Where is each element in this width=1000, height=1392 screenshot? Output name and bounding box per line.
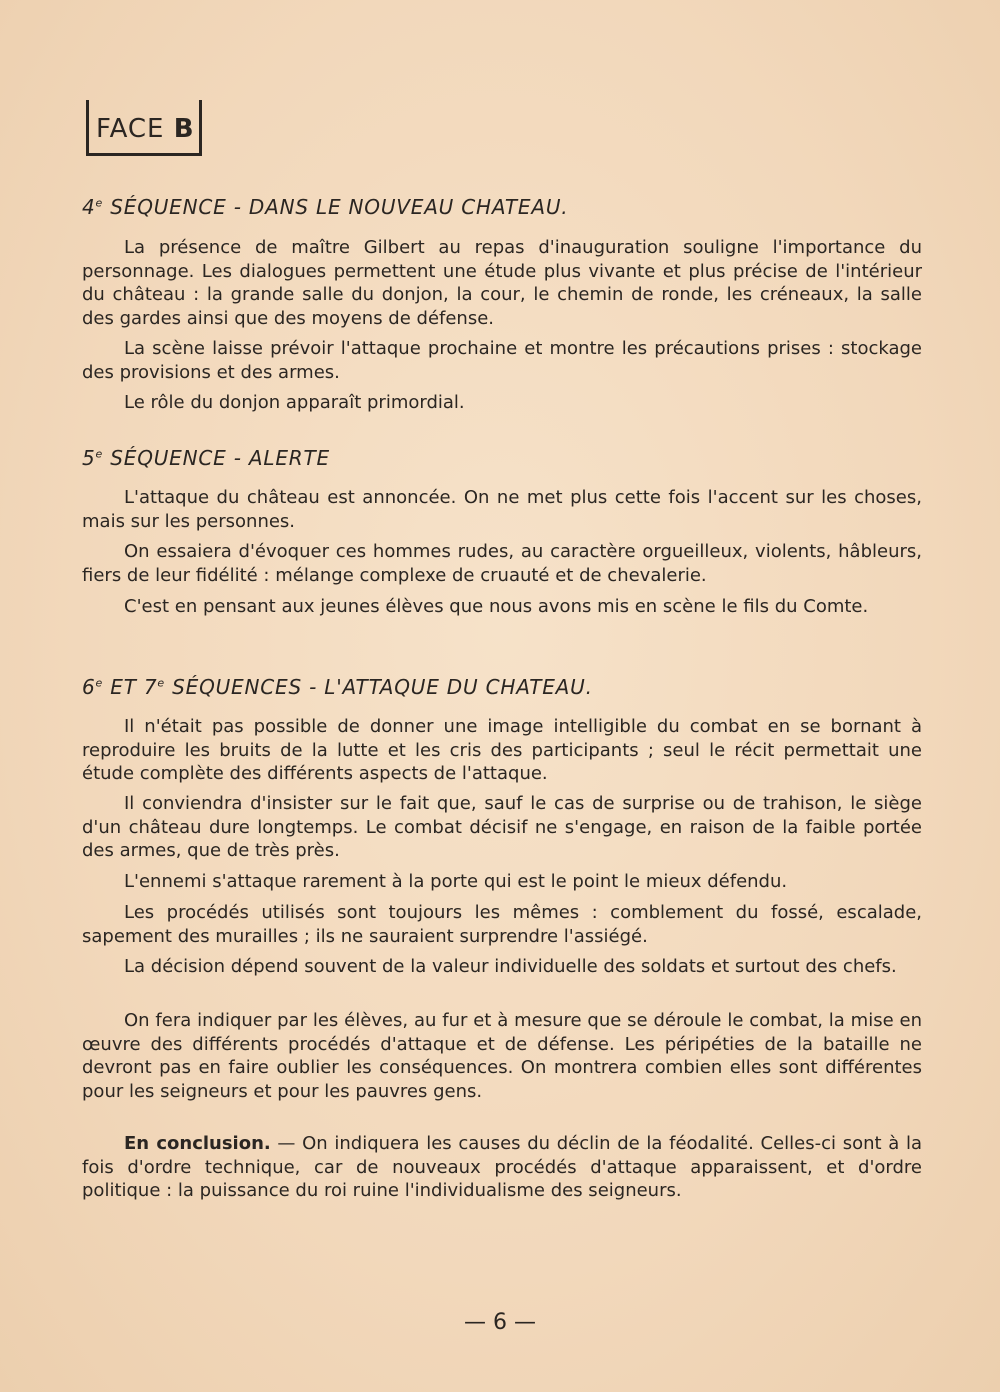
face-label — [96, 114, 195, 144]
paragraph: Il n'était pas possible de donner une image intelligible du combat en se bornant à reproduire les bruits de la lutte et les cris des participants ; seul le récit permettait une étude complète des différents aspects de l'attaque. — [82, 716, 922, 784]
paragraph: Le rôle du donjon apparaît primordial. — [124, 392, 465, 413]
face-text: FACE — [96, 114, 165, 144]
conclusion-text: — On indiquera les causes du déclin de la féodalité. Celles-ci sont à la fois d'ordre technique, car de nouveaux procédés d'attaque apparaissent, et d'ordre politique : la puissance du roi ruine l'individualisme des seigneurs. — [82, 1133, 922, 1201]
section-title-4: 4e SÉQUENCE - DANS LE NOUVEAU CHATEAU. — [82, 195, 569, 219]
section-title-5: 5e SÉQUENCE - ALERTE — [82, 446, 330, 470]
paragraph: Il conviendra d'insister sur le fait que, sauf le cas de surprise ou de trahison, le siège d'un château dure longtemps. Le combat décisif ne s'engage, en raison de la faible portée des armes, que de très près. — [82, 793, 922, 861]
paragraph: Les procédés utilisés sont toujours les mêmes : comblement du fossé, escalade, sapement des murailles ; ils ne sauraient surprendre l'assiégé. — [82, 902, 922, 947]
conclusion-label: En conclusion. — [124, 1133, 271, 1154]
paragraph: On essaiera d'évoquer ces hommes rudes, au caractère orgueilleux, violents, hâbleurs, fiers de leur fidélité : mélange complexe de cruauté et de chevalerie. — [82, 541, 922, 586]
paragraph: L'ennemi s'attaque rarement à la porte qui est le point le mieux défendu. — [124, 871, 788, 892]
paragraph: La décision dépend souvent de la valeur individuelle des soldats et surtout des chefs. — [124, 956, 897, 977]
paragraph: On fera indiquer par les élèves, au fur et à mesure que se déroule le combat, la mise en œuvre des différents procédés d'attaque et de défense. Les péripéties de la bataille ne devront pas en faire oublier les conséquences. On montrera combien elles sont différentes pour les seigneurs et pour les pauvres gens. — [82, 1010, 922, 1102]
conclusion-paragraph — [82, 1132, 922, 1203]
section-title-6-7: 6e ET 7e SÉQUENCES - L'ATTAQUE DU CHATEAU. — [82, 675, 593, 699]
paragraph: La présence de maître Gilbert au repas d'inauguration souligne l'importance du personnage. Les dialogues permettent une étude plus vivante et plus précise de l'intérieur du château : la grande salle du donjon, la cour, le chemin de ronde, les créneaux, la salle des gardes ainsi que des moyens de défense. — [82, 237, 922, 329]
page-number: — 6 — — [464, 1310, 536, 1335]
paragraph: La scène laisse prévoir l'attaque prochaine et montre les précautions prises : stockage des provisions et des armes. — [82, 338, 922, 383]
face-letter: B — [173, 114, 195, 144]
paragraph: C'est en pensant aux jeunes élèves que nous avons mis en scène le fils du Comte. — [124, 596, 869, 617]
paragraph: L'attaque du château est annoncée. On ne met plus cette fois l'accent sur les choses, mais sur les personnes. — [82, 487, 922, 532]
